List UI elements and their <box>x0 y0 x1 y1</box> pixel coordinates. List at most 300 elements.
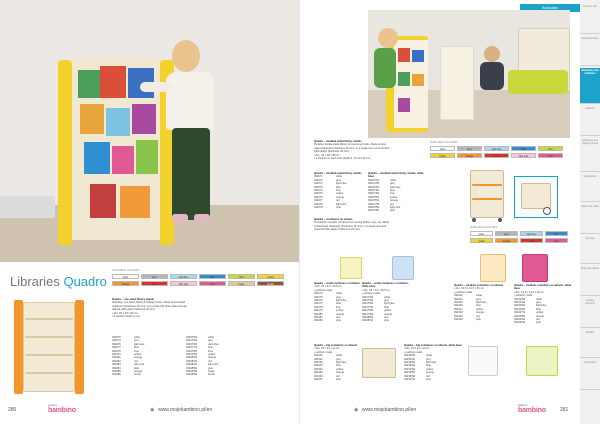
code-color: orange <box>426 371 435 375</box>
photo-girl-legs <box>172 128 210 220</box>
code: 092333W <box>404 364 416 368</box>
code-color: lime <box>336 189 341 193</box>
color-swatch: yellow <box>430 153 455 158</box>
product-name: Quadro – containers on wheels <box>314 218 353 221</box>
code-color: blue <box>336 185 341 189</box>
stand-side-right <box>75 300 84 394</box>
color-swatch: orange <box>495 238 518 243</box>
color-swatch: yellow <box>257 274 284 279</box>
code-color: light blue <box>476 301 487 305</box>
code: 092275W <box>362 299 374 303</box>
product-image-big-container-white <box>468 346 498 376</box>
block-dims: • dim. 62 x 41 x 44 cm <box>314 347 340 351</box>
code-color: orange <box>476 311 485 315</box>
product-desc-line: chipboard (thickness 18 mm), in a model with white sides and ad- <box>112 304 188 308</box>
code: 092323 <box>454 294 463 298</box>
code: 092276W <box>362 302 374 306</box>
code: 092280W <box>362 316 374 320</box>
code: 092275 <box>314 295 323 299</box>
stand-shelf <box>25 354 73 356</box>
code-color: pink <box>390 209 395 213</box>
code: 092336W <box>404 374 416 378</box>
code: 090277W <box>368 202 380 206</box>
side-tab[interactable]: Furniture sets <box>580 4 600 34</box>
code-color: blue <box>134 346 139 350</box>
block-dims: • dim. 55 x 44 x 35,5 cm <box>362 288 390 292</box>
product-name: Quadro – one-sided library stands <box>112 298 155 301</box>
side-tab[interactable]: Sensory elements <box>580 298 600 328</box>
footer-right <box>308 404 578 418</box>
color-swatch: lime <box>538 146 563 151</box>
photo-book <box>90 184 116 218</box>
code: 090280W <box>186 356 198 360</box>
code: 092329W <box>514 318 526 322</box>
code: 090283 <box>112 359 121 363</box>
code-color: orange <box>134 370 143 374</box>
code: 090272W <box>368 182 380 186</box>
code: 090277W <box>186 346 198 350</box>
code-color: orange <box>336 195 345 199</box>
code-row <box>404 378 464 381</box>
code-color: orange <box>384 312 393 316</box>
stand-name: Quadro – doubled-sided library stands <box>314 172 362 175</box>
colors-label: AVAILABLE COLOURS: <box>430 141 458 144</box>
code-color: light blue <box>536 304 547 308</box>
code-color: yellow <box>426 367 434 371</box>
small-a-block <box>314 282 360 323</box>
website-url[interactable]: www.mojebambino.pl/en <box>362 407 417 413</box>
side-tab[interactable]: Modular furniture <box>580 36 600 66</box>
page-number: 280 <box>8 407 17 413</box>
stand-shelf <box>25 336 73 338</box>
code-color: blue <box>536 307 541 311</box>
code-color: yellow <box>208 353 216 357</box>
block-dims: • dim. 61,5 x 41,5 x 60 cm <box>514 290 544 294</box>
code-color: lime <box>134 349 139 353</box>
photo-library-2 <box>440 46 474 120</box>
color-swatch: white <box>470 231 493 236</box>
product-desc-line: ditional HDF-plate (thickness 18 mm). <box>112 308 156 312</box>
code-row <box>514 321 574 324</box>
code: 090272W <box>368 185 380 189</box>
code: 092324W <box>514 301 526 305</box>
code: 090276W <box>186 339 198 343</box>
color-swatch: red <box>141 281 168 286</box>
code: 092274W <box>362 295 374 299</box>
product-desc-line: • 3 shelves on each side (depth 4; 10 and 16 cm) <box>314 157 371 161</box>
code-color: yellow <box>336 309 344 313</box>
color-swatch: light blue <box>170 274 197 279</box>
code-color: grey <box>390 182 396 186</box>
code-color: blue <box>476 304 481 308</box>
code: 090271 <box>314 175 323 179</box>
code-color: blue <box>384 305 389 309</box>
code: 090282W <box>186 363 198 367</box>
code: 092277 <box>314 302 323 306</box>
code: 090278 <box>314 202 323 206</box>
photo-book <box>106 108 130 136</box>
block-sub: • partition inside <box>314 288 333 292</box>
code-color: white <box>390 178 397 182</box>
big-a-block <box>314 344 360 381</box>
code-color: yellow <box>476 307 484 311</box>
code: 090279W <box>368 209 380 213</box>
code-color: red <box>336 316 340 320</box>
page-title-part: Libraries <box>10 274 64 289</box>
code-color: pink <box>336 378 341 382</box>
photo-book <box>136 140 158 174</box>
block-sub: • partition inside <box>514 294 533 298</box>
code: 092335W <box>404 371 416 375</box>
code-color: light blue <box>336 361 347 365</box>
photo-bench <box>0 190 55 218</box>
page-number: 281 <box>560 407 569 413</box>
code-color: pink <box>336 206 341 210</box>
code-color: grey <box>336 295 342 299</box>
code-color: red <box>476 314 480 318</box>
code-color: orange <box>336 312 345 316</box>
code-color: white <box>134 336 141 339</box>
color-swatch: pink <box>538 153 563 158</box>
page-title <box>10 274 107 289</box>
color-swatch: red <box>520 238 543 243</box>
product-desc-line: • dim. 90 x 28 x 98 cm <box>314 153 340 157</box>
code: 092328W <box>514 314 526 318</box>
code: 090276 <box>314 195 323 199</box>
code-color: white <box>536 297 543 301</box>
product-desc-line: of laminated chipboard (thickness 18 mm), in a single-tone and <box>314 224 387 228</box>
code: 090284 <box>112 363 121 367</box>
code-row <box>112 373 144 376</box>
code-color: light blue <box>336 299 347 303</box>
side-tab[interactable]: Soft play <box>580 236 600 264</box>
code: 090278W <box>186 349 198 353</box>
stand-shelf <box>472 184 502 186</box>
code: 092332W <box>404 361 416 365</box>
stand-shelf <box>25 318 73 320</box>
photo-book <box>398 98 410 112</box>
code: 090286 <box>112 373 121 377</box>
photo-girl-library <box>0 0 300 262</box>
code: 090279W <box>186 353 198 357</box>
code: 092331W <box>404 357 416 361</box>
stand-shelf <box>472 198 502 200</box>
color-swatch: light pink <box>511 153 536 158</box>
code: 090284W <box>186 370 198 374</box>
code: 090277 <box>314 199 323 203</box>
code: 092330W <box>514 321 526 325</box>
code-color: red <box>336 199 340 203</box>
code: 090278 <box>112 349 121 353</box>
code-color: blue <box>426 364 431 368</box>
block-sub: • partition inside <box>362 292 381 296</box>
code: 092328 <box>454 311 463 315</box>
code: 090273W <box>368 189 380 193</box>
side-tab[interactable]: Wall shelves <box>580 174 600 202</box>
photo-girl-shoe <box>194 214 210 222</box>
code: 092327 <box>454 307 463 311</box>
code-color: light pink <box>208 363 219 367</box>
side-tabs <box>580 0 600 424</box>
code-color: dark blue <box>208 342 219 346</box>
code: 092333 <box>314 364 323 368</box>
code-color: yellow <box>390 195 398 199</box>
stand-a-codes <box>314 175 366 209</box>
code-row <box>362 319 412 322</box>
product-desc-line: • dim. 80 x 35 x 80 cm <box>112 311 138 315</box>
code: 092335 <box>314 371 323 375</box>
color-swatch: pink <box>199 281 226 286</box>
block-sub: • partition inside <box>454 290 473 294</box>
photo-pouf <box>508 70 568 94</box>
medium-a-block <box>454 284 510 321</box>
color-swatches <box>470 231 570 243</box>
code: 090276 <box>112 342 121 346</box>
photo-boy-body <box>374 48 396 88</box>
block-title: Quadro – big containers on wheels, white base <box>404 344 462 347</box>
code-color: red <box>208 359 212 363</box>
photo-boy <box>378 28 398 48</box>
brand-logo: bambino <box>48 407 76 414</box>
code-color: red <box>384 316 388 320</box>
side-tab[interactable]: Wardrobes and changing rooms <box>580 138 600 172</box>
code: 090285W <box>186 373 198 377</box>
code-color: orange <box>134 356 143 360</box>
side-tab-active[interactable]: Bookcases and containers <box>580 68 600 104</box>
code: 090273 <box>314 185 323 189</box>
color-swatch: blue <box>511 146 536 151</box>
color-swatch: white <box>112 274 139 279</box>
code: 092279W <box>362 312 374 316</box>
color-swatch: blue <box>545 231 568 236</box>
photo-library-side <box>58 60 72 245</box>
side-tab[interactable]: Tables and chairs <box>580 204 600 234</box>
stand-name: Quadro – doubled-sided library stands, white base <box>368 172 424 179</box>
color-swatch: yellow <box>470 238 493 243</box>
product-image-double-stand <box>470 170 506 222</box>
color-swatches <box>112 274 288 286</box>
code: 090279 <box>314 206 323 210</box>
code: 092330 <box>454 318 463 322</box>
medium-a-codes <box>454 294 510 321</box>
globe-icon: ◉ <box>354 407 359 413</box>
side-tab[interactable]: Accessories <box>580 360 600 390</box>
code: 092323W <box>514 297 526 301</box>
code: 092281W <box>362 319 374 323</box>
code-color: white <box>336 354 343 358</box>
code: 092330 <box>314 354 323 358</box>
code: 092281 <box>314 316 323 320</box>
product-image-small-container <box>340 257 362 279</box>
product-image-medium-container <box>480 254 506 282</box>
color-swatch: white <box>430 146 455 151</box>
photo-girl-head <box>172 40 200 72</box>
code-color: lime <box>390 192 395 196</box>
code: 090275W <box>368 195 380 199</box>
code-row <box>454 318 510 321</box>
footer-left <box>8 404 292 418</box>
code: 092327W <box>514 311 526 315</box>
code: 090278W <box>368 206 380 210</box>
color-swatch: orange <box>457 153 482 158</box>
code-color: pink <box>384 319 389 323</box>
code: 092330W <box>404 354 416 358</box>
code-color: grey <box>208 339 214 343</box>
code-color: yellow <box>336 192 344 196</box>
photo-book <box>100 66 126 98</box>
product-image-big-container <box>362 348 396 378</box>
big-b-block <box>404 344 464 381</box>
color-swatch: brown <box>257 281 284 286</box>
block-dims: • dim. 54 x 44 x 35,5 cm <box>314 285 342 289</box>
photo-book <box>398 48 410 62</box>
code-color: light blue <box>336 182 347 186</box>
code: 092337 <box>314 378 323 382</box>
photo-book <box>80 104 104 134</box>
code-color: red <box>134 359 138 363</box>
code-color: grey <box>426 357 432 361</box>
side-tab[interactable]: Rugs and carpets <box>580 266 600 296</box>
color-swatch: grey <box>495 231 518 236</box>
code: 090272 <box>314 182 323 186</box>
product-block <box>112 298 288 318</box>
code-color: yellow <box>384 309 392 313</box>
color-swatches <box>430 146 570 158</box>
product-image-big-container-lime <box>526 346 558 376</box>
product-desc-line: HDF-plates (thickness 18 mm). <box>314 150 350 154</box>
stand-b-codes <box>368 179 426 213</box>
code: 092274 <box>314 292 323 296</box>
code: 090275W <box>186 336 198 339</box>
code-color: pink <box>208 366 213 370</box>
code: 090277 <box>112 346 121 350</box>
code: 092324 <box>454 297 463 301</box>
code: 092278W <box>362 309 374 313</box>
product-desc-line: Portable double-sided library for exposing books. Made of lami- <box>314 143 387 147</box>
color-swatch: red <box>484 153 509 158</box>
code: 092332 <box>314 361 323 365</box>
code-color: pink <box>336 319 341 323</box>
code-color: blue <box>390 189 395 193</box>
code: 090285 <box>112 370 121 374</box>
stand-side-left <box>14 300 23 394</box>
code-color: red <box>536 318 540 322</box>
block-title: Quadro – medium containers on wheels, white base <box>514 284 572 291</box>
code-color: pink <box>426 378 431 382</box>
photo-kids-library <box>368 10 570 138</box>
code-row <box>186 373 219 376</box>
product-desc-line: Functional, movable containers for storing blocks, toys, etc. Made <box>314 221 390 225</box>
code-row <box>314 206 366 209</box>
block-dims: • dim. 62 x 41 x 44 cm <box>404 347 430 351</box>
code-color: grey <box>476 297 482 301</box>
brand-prefix: made by <box>48 404 58 407</box>
side-tab[interactable]: Bedding <box>580 330 600 358</box>
code-row <box>314 378 360 381</box>
code-row <box>314 319 360 322</box>
code-color: grey <box>336 178 342 182</box>
product-desc-line: Standing, one-sided library to display books. Made of laminated <box>112 301 185 305</box>
code-color: blue <box>208 346 213 350</box>
stand-shelf <box>25 372 73 374</box>
photo-girl-body <box>480 62 504 90</box>
block-title: Quadro – big containers on wheels <box>314 344 358 347</box>
code: 090275 <box>314 192 323 196</box>
code: 092326W <box>514 307 526 311</box>
color-swatch: beige <box>228 281 255 286</box>
code-color: dark <box>134 366 140 370</box>
code: 092280 <box>314 312 323 316</box>
colors-label: AVAILABLE COLOURS: <box>470 226 498 229</box>
color-swatch: light blue <box>520 231 543 236</box>
photo-girl-shoe <box>172 214 188 222</box>
code-color: light pink <box>336 202 347 206</box>
code: 092336 <box>314 374 323 378</box>
code-color: light pink <box>390 206 401 210</box>
code: 092329 <box>454 314 463 318</box>
code: 092325 <box>454 301 463 305</box>
code-color: orange <box>536 314 545 318</box>
code-color: yellow <box>536 311 544 315</box>
code-color: light pink <box>134 363 145 367</box>
stand-detail-panel <box>521 183 551 209</box>
stand-wheel <box>498 218 502 222</box>
side-tab[interactable]: Cabinets <box>580 106 600 136</box>
code: 090276W <box>368 199 380 203</box>
code-color: orange <box>336 371 345 375</box>
code-color: red <box>336 374 340 378</box>
photo-girl-body <box>166 72 214 130</box>
code: 090279 <box>112 353 121 357</box>
medium-b-block <box>514 284 574 325</box>
photo-book <box>412 50 424 62</box>
small-b-codes <box>362 296 412 323</box>
code-color: light blue <box>384 302 395 306</box>
containers-block <box>314 218 464 232</box>
code-color: white <box>336 175 343 179</box>
code-color: white <box>208 336 215 339</box>
website-url[interactable]: www.mojebambino.pl/en <box>158 407 213 413</box>
section-header: Bookcases <box>542 6 558 10</box>
stand-body <box>470 170 504 218</box>
code: 092278 <box>314 305 323 309</box>
photo-book <box>120 186 150 218</box>
medium-b-codes <box>514 298 574 325</box>
product-desc-line: • 5 shelves (depth 4 cm) <box>112 315 140 319</box>
code: 090281 <box>112 356 121 360</box>
code-color: lime <box>208 349 213 353</box>
code: 090271W <box>368 178 380 182</box>
photo-book <box>132 104 156 134</box>
block-title: Quadro – small containers on wheels <box>314 282 360 285</box>
product-codes-col2 <box>186 336 219 377</box>
code: 090276W <box>186 342 198 346</box>
product-name: Quadro – doubled-sided library stands <box>314 140 362 143</box>
code: 090284 <box>112 366 121 370</box>
code-color: light blue <box>134 342 145 346</box>
code: 092334W <box>404 367 416 371</box>
code: 092277W <box>362 305 374 309</box>
block-dims: • dim. 61,5 x 41,5 x 60 cm <box>454 287 484 291</box>
color-swatch: light blue <box>484 146 509 151</box>
product-image-one-sided-stand <box>14 296 86 396</box>
code-color: grey <box>336 357 342 361</box>
color-swatch: light pink <box>170 281 197 286</box>
code: 090281W <box>186 359 198 363</box>
code: 092282 <box>314 319 323 323</box>
brand-prefix: made by <box>518 404 528 407</box>
code-color: red <box>390 202 394 206</box>
